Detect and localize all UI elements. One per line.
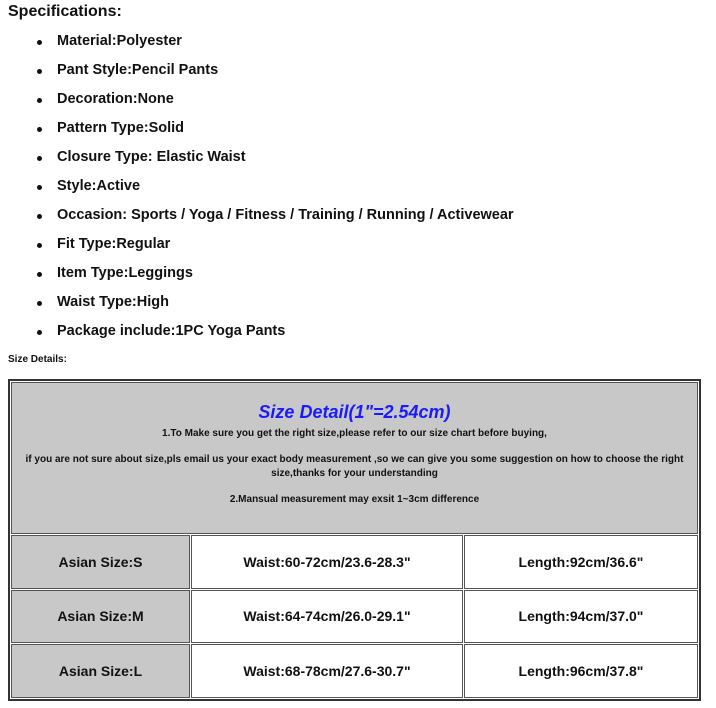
waist-cell: Waist:60-72cm/23.6-28.3": [191, 535, 463, 589]
table-row: [11, 535, 698, 589]
spec-item-waist-type: Waist Type:High: [0, 288, 514, 317]
size-chart-header-cell: [11, 382, 698, 534]
size-label-cell: Asian Size:S: [11, 535, 190, 589]
table-row: [11, 644, 698, 698]
size-detail-title: Size Detail(1"=2.54cm): [258, 401, 451, 422]
size-label-cell: Asian Size:L: [11, 644, 190, 698]
spec-item-item-type: Item Type:Leggings: [0, 259, 514, 288]
spec-item-pattern-type: Pattern Type:Solid: [0, 114, 514, 143]
table-row: [11, 590, 698, 644]
size-label-cell: Asian Size:M: [11, 590, 190, 644]
length-cell: Length:92cm/36.6": [464, 535, 698, 589]
specifications-list: [0, 27, 514, 346]
size-chart-header-row: [11, 382, 698, 534]
size-note-2: if you are not sure about size,pls email us your exact body measurement ,so we can give you some suggestion on how to choose the right size,thanks for your understanding: [25, 453, 684, 479]
waist-cell: Waist:64-74cm/26.0-29.1": [191, 590, 463, 644]
spec-item-occasion: Occasion: Sports / Yoga / Fitness / Training / Running / Activewear: [0, 201, 514, 230]
waist-cell: Waist:68-78cm/27.6-30.7": [191, 644, 463, 698]
specifications-heading: Specifications:: [8, 3, 122, 20]
size-note-1: 1.To Make sure you get the right size,please refer to our size chart before buying,: [162, 427, 547, 439]
spec-item-style: Style:Active: [0, 172, 514, 201]
size-note-3: 2.Mansual measurement may exsit 1~3cm difference: [229, 493, 480, 505]
length-cell: Length:94cm/37.0": [464, 590, 698, 644]
spec-item-pant-style: Pant Style:Pencil Pants: [0, 56, 514, 85]
spec-item-decoration: Decoration:None: [0, 85, 514, 114]
spec-item-material: Material:Polyester: [0, 27, 514, 56]
spec-item-package-include: Package include:1PC Yoga Pants: [0, 317, 514, 346]
spec-item-closure-type: Closure Type: Elastic Waist: [0, 143, 514, 172]
length-cell: Length:96cm/37.8": [464, 644, 698, 698]
size-details-heading: Size Details:: [8, 354, 67, 365]
size-chart-table: [8, 379, 701, 701]
spec-item-fit-type: Fit Type:Regular: [0, 230, 514, 259]
